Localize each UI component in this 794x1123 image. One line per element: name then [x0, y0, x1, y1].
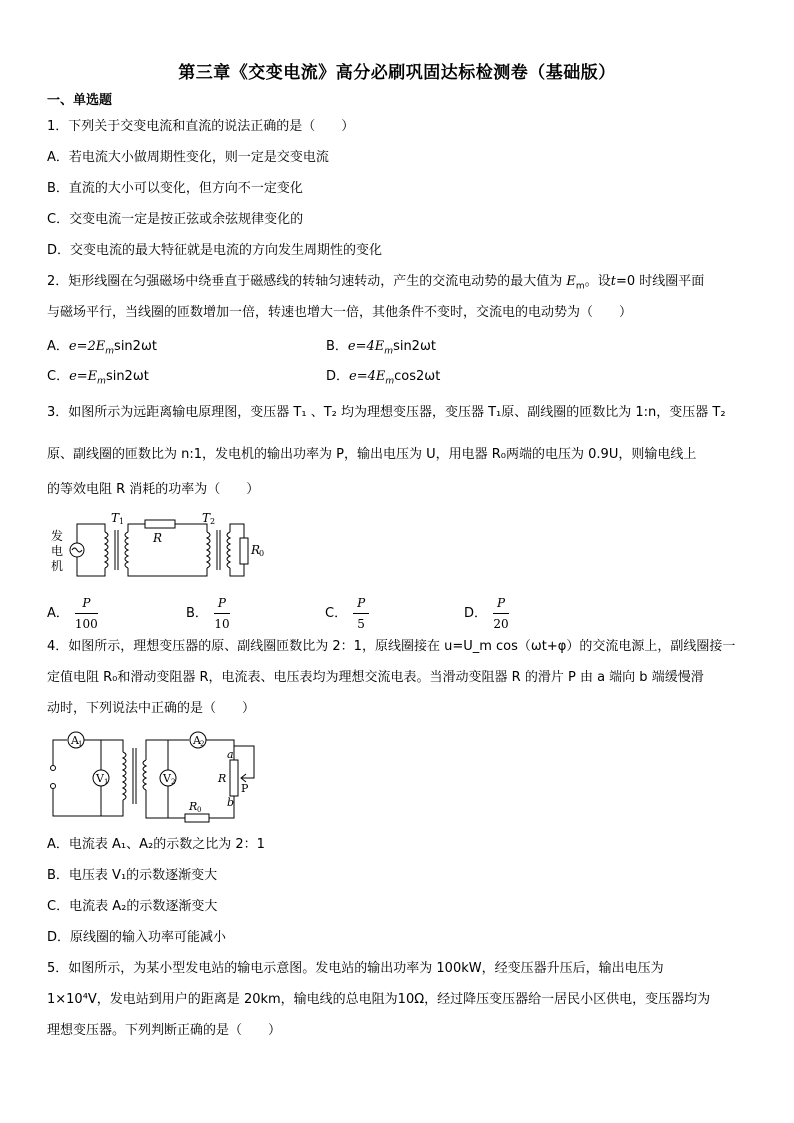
svg-text:T: T — [111, 511, 120, 525]
svg-text:0: 0 — [259, 549, 265, 558]
q3-stem-line2: 原、副线圈的匝数比为 n:1，发电机的输出功率为 P，输出电压为 U，用电器 R₀两端的电压为 0.9U，则输电线上 — [47, 447, 697, 462]
input-terminal-bottom — [51, 784, 56, 789]
svg-text:2: 2 — [210, 517, 216, 526]
resistor-r0 — [185, 814, 209, 822]
q5-stem-line2: 1×10⁴V，发电站到用户的距离是 20km，输电线的总电阻为10Ω，经过降压变压器给一居民小区供电，变压器均为 — [47, 992, 711, 1007]
q4-option-c: C．电流表 A₂的示数逐渐变大 — [47, 899, 218, 914]
q3-stem-line3: 的等效电阻 R 消耗的功率为（ ） — [47, 482, 260, 497]
svg-text:R: R — [218, 772, 227, 785]
q1-option-b: B．直流的大小可以变化，但方向不一定变化 — [47, 181, 303, 196]
q3-option-a: A． $\frac{P}{100}$ — [47, 596, 98, 631]
rheostat-r — [230, 760, 238, 796]
q3-option-d: D． $\frac{P}{20}$ — [464, 596, 509, 631]
q2-stem-line1: 2．矩形线圈在匀强磁场中绕垂直于磁感线的转轴匀速转动，产生的交流电动势的最大值为 $E_m$。设t=0 时线圈平面 — [47, 274, 705, 292]
q1-option-c: C．交变电流一定是按正弦或余弦规律变化的 — [47, 212, 304, 227]
input-terminal-top — [51, 766, 56, 771]
q5-stem-line1: 5．如图所示，为某小型发电站的输电示意图。发电站的输出功率为 100kW，经变压器升压后，输出电压为 — [47, 961, 664, 976]
q3-circuit-diagram — [47, 510, 267, 582]
svg-text:A: A — [71, 734, 79, 747]
svg-text:R: R — [251, 543, 261, 557]
svg-text:0: 0 — [197, 806, 202, 814]
svg-text:2: 2 — [171, 778, 176, 786]
q3-stem-line1: 3．如图所示为远距离输电原理图，变压器 T₁ 、T₂ 均为理想变压器，变压器 T₁原、副线圈的匝数比为 1:n，变压器 T₂ — [47, 405, 726, 420]
q2-option-d: D．$e=4E_m\cos 2\omega t$ — [326, 369, 441, 387]
svg-text:2: 2 — [200, 740, 205, 748]
q4-stem-line1: 4．如图所示，理想变压器的原、副线圈匝数比为 2：1，原线圈接在 u=U_m cos（ωt+φ）的交流电源上，副线圈接一 — [47, 639, 736, 654]
svg-text:1: 1 — [119, 517, 125, 526]
svg-text:a: a — [227, 748, 234, 761]
q4-stem-line3: 动时，下列说法中正确的是（ ） — [47, 701, 256, 716]
q3-option-b: B． $\frac{P}{10}$ — [186, 596, 230, 631]
q1-option-a: A．若电流大小做周期性变化，则一定是交变电流 — [47, 150, 329, 165]
svg-text:机: 机 — [51, 559, 64, 573]
svg-text:1: 1 — [78, 740, 83, 748]
svg-text:R: R — [153, 531, 163, 545]
q3-option-c: C． $\frac{P}{5}$ — [325, 594, 369, 633]
svg-text:1: 1 — [104, 778, 109, 786]
q2-option-c: C．$e=E_m\sin 2\omega t$ — [47, 369, 149, 387]
q2-option-b: B．$e=4E_m\sin 2\omega t$ — [326, 339, 436, 357]
q2-stem-line2: 与磁场平行，当线圈的匝数增加一倍，转速也增大一倍，其他条件不变时，交流电的电动势为（ ） — [47, 305, 633, 320]
q4-option-a: A．电流表 A₁、A₂的示数之比为 2：1 — [47, 837, 265, 852]
resistor-r — [145, 520, 175, 528]
q1-option-d: D．交变电流的最大特征就是电流的方向发生周期性的变化 — [47, 243, 383, 258]
svg-text:P: P — [241, 782, 249, 795]
q1-stem: 1．下列关于交变电流和直流的说法正确的是（ ） — [47, 119, 355, 134]
svg-text:A: A — [193, 734, 201, 747]
resistor-r0 — [240, 538, 248, 564]
q4-stem-line2: 定值电阻 R₀和滑动变阻器 R，电流表、电压表均为理想交流电表。当滑动变阻器 R 的滑片 P 由 a 端向 b 端缓慢滑 — [47, 670, 704, 685]
svg-text:R: R — [189, 800, 198, 813]
svg-text:电: 电 — [51, 544, 64, 558]
q4-option-d: D．原线圈的输入功率可能减小 — [47, 930, 227, 945]
q2-option-a: A．$e=2E_m\sin 2\omega t$ — [47, 339, 157, 357]
q4-option-b: B．电压表 V₁的示数逐渐变大 — [47, 868, 218, 883]
svg-text:T: T — [202, 511, 211, 525]
q4-circuit-diagram — [47, 728, 267, 824]
svg-text:b: b — [227, 796, 235, 809]
svg-text:V: V — [96, 772, 104, 785]
page-title: 第三章《交变电流》高分必刷巩固达标检测卷（基础版） — [178, 63, 616, 83]
svg-text:V: V — [163, 772, 171, 785]
q5-stem-line3: 理想变压器。下列判断正确的是（ ） — [47, 1023, 282, 1038]
section-heading: 一、单选题 — [47, 93, 113, 108]
svg-text:发: 发 — [51, 529, 64, 543]
